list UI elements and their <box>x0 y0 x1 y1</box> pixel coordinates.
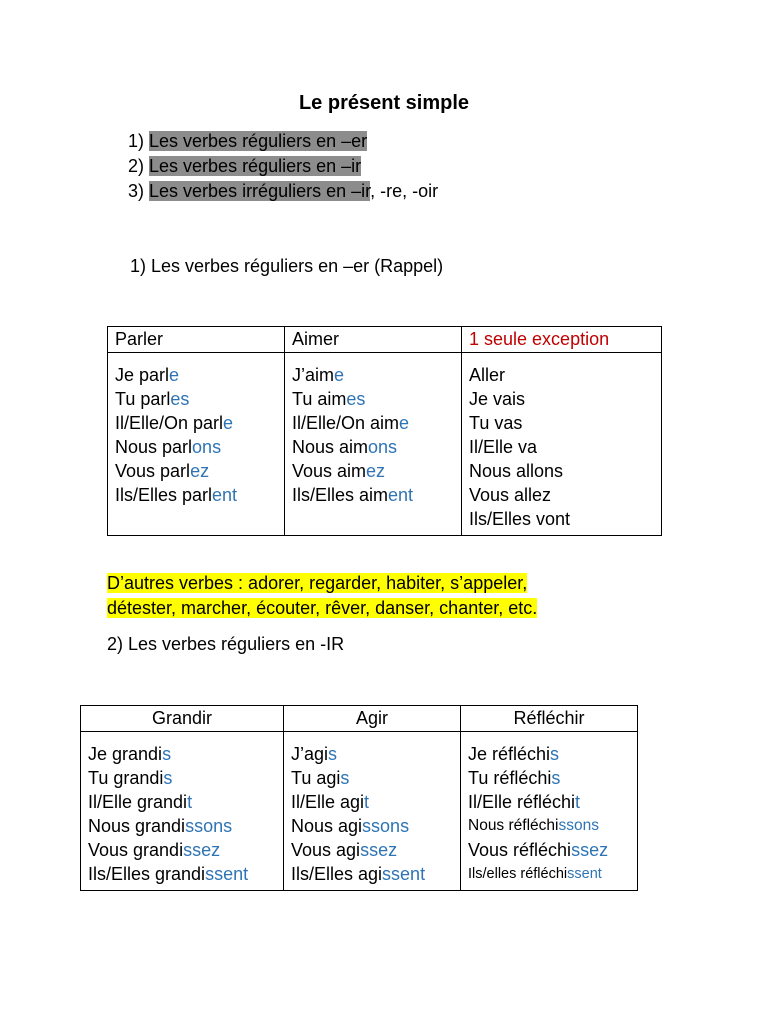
table-header-grandir: Grandir <box>81 706 284 732</box>
conjugation-row: J’aime <box>292 365 345 385</box>
conjugation-row: Aller <box>469 365 506 385</box>
table-header-parler: Parler <box>108 327 285 353</box>
table-header-reflechir: Réfléchir <box>461 706 638 732</box>
conjugation-row: Tu grandis <box>88 768 173 788</box>
table-er-verbs <box>107 326 662 536</box>
toc-number: 3) <box>128 181 150 201</box>
conjugation-row: Nous grandissons <box>88 816 233 836</box>
toc-item-3 <box>128 179 438 204</box>
conjugation-column-parler <box>108 353 285 536</box>
conjugation-column-grandir <box>81 732 284 891</box>
conjugation-row: Ils/Elles aiment <box>292 485 414 505</box>
conjugation-row: Vous aimez <box>292 461 386 481</box>
conjugation-row: Ils/Elles agissent <box>291 864 426 884</box>
conjugation-row: Nous allons <box>469 461 564 481</box>
conjugation-row: Vous parlez <box>115 461 210 481</box>
toc-highlighted-text: Les verbes irréguliers en –ir <box>149 181 371 201</box>
conjugation-row: Je réfléchis <box>468 744 560 764</box>
conjugation-row: Tu parles <box>115 389 190 409</box>
conjugation-row: Ils/Elles grandissent <box>88 864 249 884</box>
conjugation-column-aimer <box>285 353 462 536</box>
conjugation-row: Vous agissez <box>291 840 398 860</box>
section-heading-er: 1) Les verbes réguliers en –er (Rappel) <box>130 256 444 276</box>
table-header-aimer: Aimer <box>285 327 462 353</box>
section-heading-ir: 2) Les verbes réguliers en -IR <box>107 634 345 654</box>
toc-rest-text: , -re, -oir <box>370 181 439 201</box>
conjugation-row: Je vais <box>469 389 526 409</box>
conjugation-row: Ils/Elles vont <box>469 509 571 529</box>
conjugation-row: Nous agissons <box>291 816 410 836</box>
table-header-exception: 1 seule exception <box>462 327 662 353</box>
conjugation-column-aller <box>462 353 662 536</box>
conjugation-row: Il/Elle/On parle <box>115 413 234 433</box>
conjugation-row: Il/Elle va <box>469 437 538 457</box>
table-ir-verbs <box>80 705 638 891</box>
conjugation-row: Nous réfléchissons <box>468 817 599 834</box>
conjugation-column-agir <box>284 732 461 891</box>
conjugation-row: Vous grandissez <box>88 840 221 860</box>
toc-number: 2) <box>128 156 150 176</box>
conjugation-row: Nous parlons <box>115 437 222 457</box>
other-verbs-note <box>107 571 537 621</box>
note-line-1: D’autres verbes : adorer, regarder, habiter, s’appeler, <box>107 573 528 593</box>
conjugation-column-reflechir <box>461 732 638 891</box>
note-line-2: détester, marcher, écouter, rêver, danser, chanter, etc. <box>107 598 538 618</box>
conjugation-row: Nous aimons <box>292 437 398 457</box>
conjugation-row: Ils/Elles parlent <box>115 485 238 505</box>
conjugation-row: J’agis <box>291 744 338 764</box>
conjugation-row: Ils/elles réfléchissent <box>468 866 602 882</box>
conjugation-row: Tu réfléchis <box>468 768 561 788</box>
conjugation-row: Il/Elle réfléchit <box>468 792 581 812</box>
conjugation-row: Il/Elle agit <box>291 792 370 812</box>
toc-item-2 <box>128 154 438 179</box>
conjugation-row: Il/Elle grandit <box>88 792 193 812</box>
conjugation-row: Il/Elle/On aime <box>292 413 410 433</box>
page-title: Le présent simple <box>298 92 470 114</box>
conjugation-row: Vous allez <box>469 485 552 505</box>
toc-item-1 <box>128 129 438 154</box>
conjugation-row: Vous réfléchissez <box>468 840 609 860</box>
toc <box>128 129 438 204</box>
conjugation-row: Tu agis <box>291 768 350 788</box>
conjugation-row: Tu vas <box>469 413 523 433</box>
conjugation-row: Je grandis <box>88 744 172 764</box>
conjugation-row: Tu aimes <box>292 389 366 409</box>
conjugation-row: Je parle <box>115 365 180 385</box>
table-header-agir: Agir <box>284 706 461 732</box>
toc-highlighted-text: Les verbes réguliers en –ir <box>149 156 362 176</box>
toc-highlighted-text: Les verbes réguliers en –er <box>149 131 368 151</box>
toc-number: 1) <box>128 131 150 151</box>
